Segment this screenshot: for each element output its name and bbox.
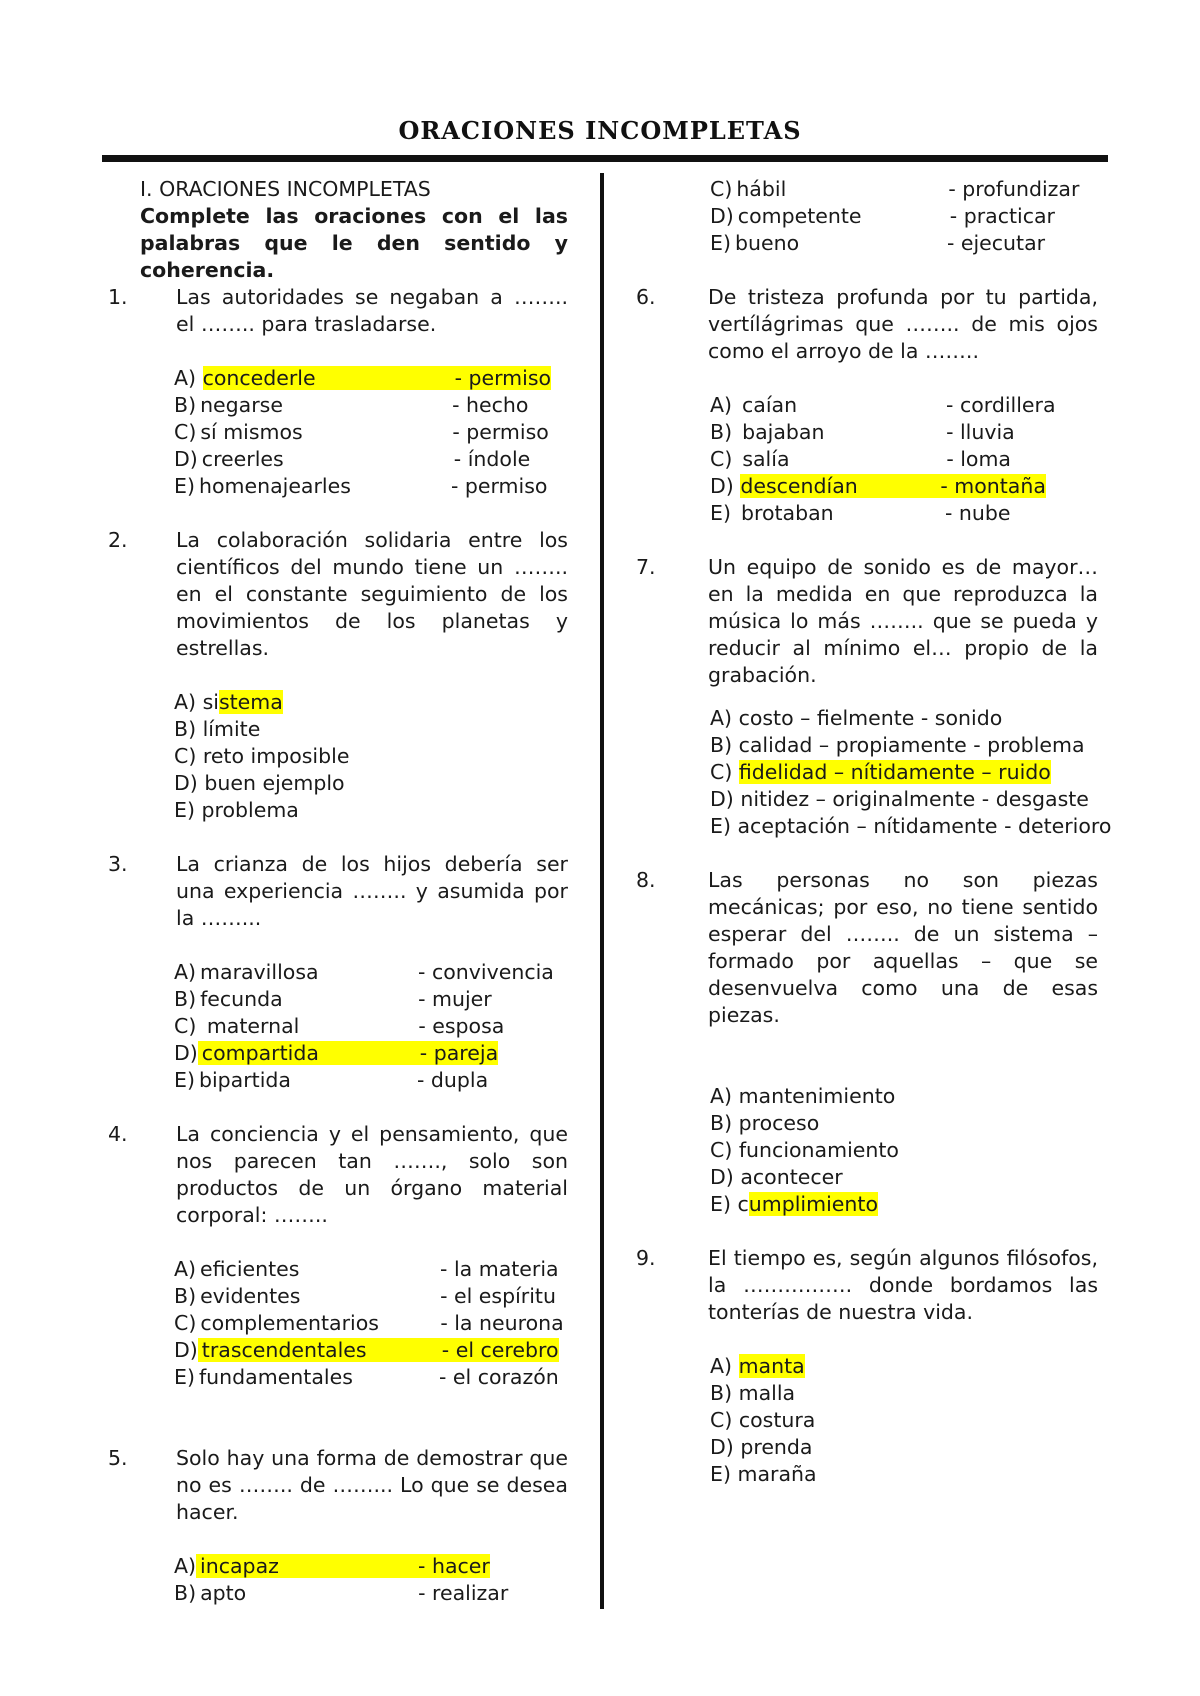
option-label: A) (710, 1354, 733, 1378)
option-d[interactable] (710, 473, 1141, 500)
option-d[interactable] (174, 1337, 568, 1364)
option-c[interactable] (174, 1013, 568, 1040)
option-label: A) (710, 393, 733, 417)
option-label: D) (174, 1041, 198, 1065)
question-number: 9. (636, 1246, 656, 1270)
option-text: homenajearles (198, 474, 351, 498)
options-3 (174, 959, 568, 1094)
option-d[interactable] (174, 446, 568, 473)
option-a[interactable] (710, 1083, 1141, 1110)
option-pair: - el espíritu (440, 1284, 556, 1308)
option-label: A) (174, 960, 197, 984)
option-pair: - pareja (419, 1041, 499, 1065)
option-pair: - ejecutar (946, 231, 1046, 255)
option-a[interactable] (710, 1353, 1141, 1380)
question-number: 4. (108, 1122, 128, 1146)
option-text: prenda (740, 1435, 813, 1459)
option-label: D) (174, 447, 198, 471)
option-label: E) (710, 814, 731, 838)
option-label: E) (710, 501, 731, 525)
option-d[interactable] (710, 1434, 1141, 1461)
option-text: funcionamiento (738, 1138, 899, 1162)
option-label: B) (174, 1581, 197, 1605)
option-c[interactable] (710, 759, 1141, 786)
option-d[interactable] (710, 786, 1141, 813)
option-label: E) (710, 231, 731, 255)
option-text: maraña (737, 1462, 817, 1486)
option-d[interactable] (174, 1040, 568, 1067)
option-pair: - hacer (418, 1554, 490, 1578)
option-b[interactable] (174, 1580, 568, 1607)
option-pair: - la neurona (440, 1311, 564, 1335)
option-pair: - convivencia (418, 960, 554, 984)
options-4 (174, 1256, 568, 1391)
question-1 (108, 284, 568, 338)
question-4 (108, 1121, 568, 1229)
question-number: 1. (108, 285, 128, 309)
option-text: costura (738, 1408, 816, 1432)
option-label: A) (174, 690, 197, 714)
option-text: creerles (201, 447, 284, 471)
column-divider (600, 173, 604, 1609)
question-number: 8. (636, 868, 656, 892)
option-pair: - la materia (440, 1257, 559, 1281)
option-b[interactable] (710, 1380, 1141, 1407)
options-2 (174, 689, 568, 824)
option-a[interactable] (174, 1553, 568, 1580)
option-label: D) (710, 474, 734, 498)
option-label: A) (174, 1554, 197, 1578)
option-text: fecunda (200, 987, 283, 1011)
option-pair: - practicar (949, 204, 1055, 228)
options-5 (174, 1553, 568, 1607)
option-pair: - hecho (452, 393, 529, 417)
option-pair: - esposa (418, 1014, 505, 1038)
section-title: I. ORACIONES INCOMPLETAS (140, 177, 431, 201)
question-stem: La colaboración solidaria entre los científicos del mundo tiene un …….. en el constante seguimiento de los movimientos de los planetas y estrellas. (176, 528, 568, 660)
option-pair: - el cerebro (441, 1338, 559, 1362)
section-instruction: Complete las oraciones con el las palabras que le den sentido y coherencia. (140, 204, 568, 282)
option-label: C) (710, 177, 733, 201)
option-text: buen ejemplo (204, 771, 345, 795)
option-pair: - índole (453, 447, 531, 471)
question-number: 3. (108, 852, 128, 876)
option-b[interactable] (174, 716, 568, 743)
option-text: costo – fielmente - sonido (738, 706, 1003, 730)
option-text: aceptación – nítidamente - deterioro (737, 814, 1112, 838)
option-label: A) (710, 706, 733, 730)
option-text: bajaban (742, 420, 825, 444)
option-text: fidelidad – nítidamente – ruido (738, 760, 1051, 784)
option-text: evidentes (200, 1284, 301, 1308)
option-text-highlight: stema (218, 690, 283, 714)
question-stem: Solo hay una forma de demostrar que no es …….. de ……... Lo que se desea hacer. (176, 1446, 568, 1524)
option-pair: - mujer (418, 987, 492, 1011)
option-b[interactable] (174, 986, 568, 1013)
option-text: apto (200, 1581, 247, 1605)
options-9 (710, 1353, 1141, 1488)
option-a[interactable] (174, 1256, 568, 1283)
option-d[interactable] (710, 203, 1141, 230)
option-pair: - dupla (416, 1068, 489, 1092)
question-7 (636, 554, 1098, 689)
option-label: C) (710, 447, 733, 471)
option-pair: - lluvia (946, 420, 1015, 444)
option-c[interactable] (710, 1137, 1141, 1164)
option-e[interactable] (174, 1364, 568, 1391)
option-e[interactable] (710, 230, 1141, 257)
option-pair: - loma (946, 447, 1011, 471)
option-text-prefix: si (202, 690, 219, 714)
option-e[interactable] (710, 1461, 1141, 1488)
option-text: mantenimiento (738, 1084, 896, 1108)
options-6 (710, 392, 1141, 527)
option-pair: - realizar (418, 1581, 509, 1605)
option-e[interactable] (174, 473, 568, 500)
option-pair: - profundizar (948, 177, 1080, 201)
option-text: límite (202, 717, 261, 741)
option-text-prefix: c (737, 1192, 749, 1216)
option-e[interactable] (174, 797, 568, 824)
options-7 (710, 705, 1141, 840)
option-label: C) (710, 760, 733, 784)
option-label: C) (174, 1014, 197, 1038)
option-pair: - permiso (454, 366, 552, 390)
option-text: problema (201, 798, 299, 822)
option-e[interactable] (174, 1067, 568, 1094)
option-label: E) (174, 1068, 195, 1092)
option-text: calidad – propiamente - problema (738, 733, 1085, 757)
question-stem: Un equipo de sonido es de mayor… en la medida en que reproduzca la música lo más …….. que se pueda y reducir al mínimo el… propio de la grabación. (708, 555, 1098, 687)
option-c[interactable] (710, 176, 1141, 203)
option-b[interactable] (710, 732, 1141, 759)
option-text: acontecer (740, 1165, 843, 1189)
option-b[interactable] (174, 392, 568, 419)
options-5-continued (710, 176, 1141, 257)
option-label: B) (174, 987, 197, 1011)
option-label: E) (174, 1365, 195, 1389)
option-b[interactable] (710, 419, 1141, 446)
option-text: nitidez – originalmente - desgaste (740, 787, 1089, 811)
option-label: A) (174, 1257, 197, 1281)
options-1 (174, 365, 568, 500)
option-label: B) (710, 733, 733, 757)
page-title: ORACIONES INCOMPLETAS (398, 116, 802, 145)
option-label: B) (710, 420, 733, 444)
option-label: B) (174, 1284, 197, 1308)
option-label: B) (710, 1381, 733, 1405)
option-a[interactable] (174, 365, 568, 392)
option-label: B) (710, 1111, 733, 1135)
option-label: E) (710, 1192, 731, 1216)
question-stem: El tiempo es, según algunos filósofos, la ……………. donde bordamos las tonterías de nuestra vida. (708, 1246, 1098, 1324)
option-text: brotaban (740, 501, 834, 525)
option-text: bueno (734, 231, 800, 255)
option-text: fundamentales (198, 1365, 353, 1389)
question-9 (636, 1245, 1098, 1326)
option-text: proceso (738, 1111, 820, 1135)
title-underline (102, 155, 1108, 162)
question-stem: La conciencia y el pensamiento, que nos parecen tan ……., solo son productos de un órgano material corporal: …….. (176, 1122, 568, 1227)
option-c[interactable] (710, 446, 1141, 473)
question-8 (636, 867, 1098, 1029)
option-c[interactable] (174, 1310, 568, 1337)
option-text: competente (737, 204, 862, 228)
option-text: malla (738, 1381, 796, 1405)
left-column (108, 176, 568, 1607)
option-label: A) (174, 366, 197, 390)
option-c[interactable] (174, 743, 568, 770)
option-label: C) (174, 744, 197, 768)
option-d[interactable] (710, 1164, 1141, 1191)
option-text: negarse (200, 393, 283, 417)
option-e[interactable] (710, 813, 1141, 840)
option-label: D) (710, 1435, 734, 1459)
right-column (636, 176, 1141, 1488)
option-b[interactable] (174, 1283, 568, 1310)
option-label: B) (174, 393, 197, 417)
option-text: salía (742, 447, 790, 471)
option-label: E) (174, 474, 195, 498)
option-text: eficientes (200, 1257, 300, 1281)
option-label: D) (710, 1165, 734, 1189)
option-text: trascendentales (201, 1338, 367, 1362)
option-text: reto imposible (202, 744, 350, 768)
question-number: 5. (108, 1446, 128, 1470)
options-8 (710, 1083, 1141, 1218)
option-a[interactable] (174, 689, 568, 716)
option-label: D) (174, 1338, 198, 1362)
option-e[interactable] (710, 1191, 1141, 1218)
option-text: descendían (740, 474, 858, 498)
option-label: C) (174, 420, 197, 444)
option-a[interactable] (710, 705, 1141, 732)
option-text: sí mismos (200, 420, 303, 444)
option-text-highlight: umplimiento (748, 1192, 878, 1216)
question-number: 6. (636, 285, 656, 309)
option-label: C) (174, 1311, 197, 1335)
option-pair: - el corazón (438, 1365, 559, 1389)
option-text: maravillosa (200, 960, 319, 984)
option-pair: - permiso (452, 420, 549, 444)
option-label: B) (174, 717, 197, 741)
option-text: compartida (201, 1041, 319, 1065)
option-text: hábil (736, 177, 787, 201)
question-3 (108, 851, 568, 932)
option-e[interactable] (710, 500, 1141, 527)
option-pair: - nube (944, 501, 1011, 525)
option-text: incapaz (200, 1554, 279, 1578)
option-label: D) (710, 787, 734, 811)
question-5 (108, 1445, 568, 1526)
option-pair: - montaña (940, 474, 1046, 498)
option-text: maternal (200, 1014, 300, 1038)
option-d[interactable] (174, 770, 568, 797)
option-label: C) (710, 1138, 733, 1162)
option-text: complementarios (200, 1311, 379, 1335)
option-label: E) (710, 1462, 731, 1486)
question-6 (636, 284, 1098, 365)
option-a[interactable] (174, 959, 568, 986)
option-a[interactable] (710, 392, 1141, 419)
option-text: manta (738, 1354, 805, 1378)
question-stem: Las autoridades se negaban a …….. el …….. para trasladarse. (176, 285, 568, 336)
option-c[interactable] (174, 419, 568, 446)
option-c[interactable] (710, 1407, 1141, 1434)
question-2 (108, 527, 568, 662)
option-b[interactable] (710, 1110, 1141, 1137)
section-header (140, 176, 568, 284)
option-label: D) (710, 204, 734, 228)
option-label: A) (710, 1084, 733, 1108)
question-stem: La crianza de los hijos debería ser una experiencia …….. y asumida por la ……... (176, 852, 568, 930)
question-number: 2. (108, 528, 128, 552)
question-number: 7. (636, 555, 656, 579)
option-pair: - permiso (450, 474, 548, 498)
option-text: bipartida (198, 1068, 291, 1092)
option-text: caían (742, 393, 798, 417)
question-stem: Las personas no son piezas mecánicas; por eso, no tiene sentido esperar del …….. de un sistema – formado por aquellas – que se desenvuelva como una de esas piezas. (708, 868, 1098, 1027)
option-pair: - cordillera (946, 393, 1056, 417)
option-text: concederle (202, 366, 316, 390)
option-label: D) (174, 771, 198, 795)
option-label: E) (174, 798, 195, 822)
option-label: C) (710, 1408, 733, 1432)
question-stem: De tristeza profunda por tu partida, vertílágrimas que …….. de mis ojos como el arroyo de la …….. (708, 285, 1098, 363)
